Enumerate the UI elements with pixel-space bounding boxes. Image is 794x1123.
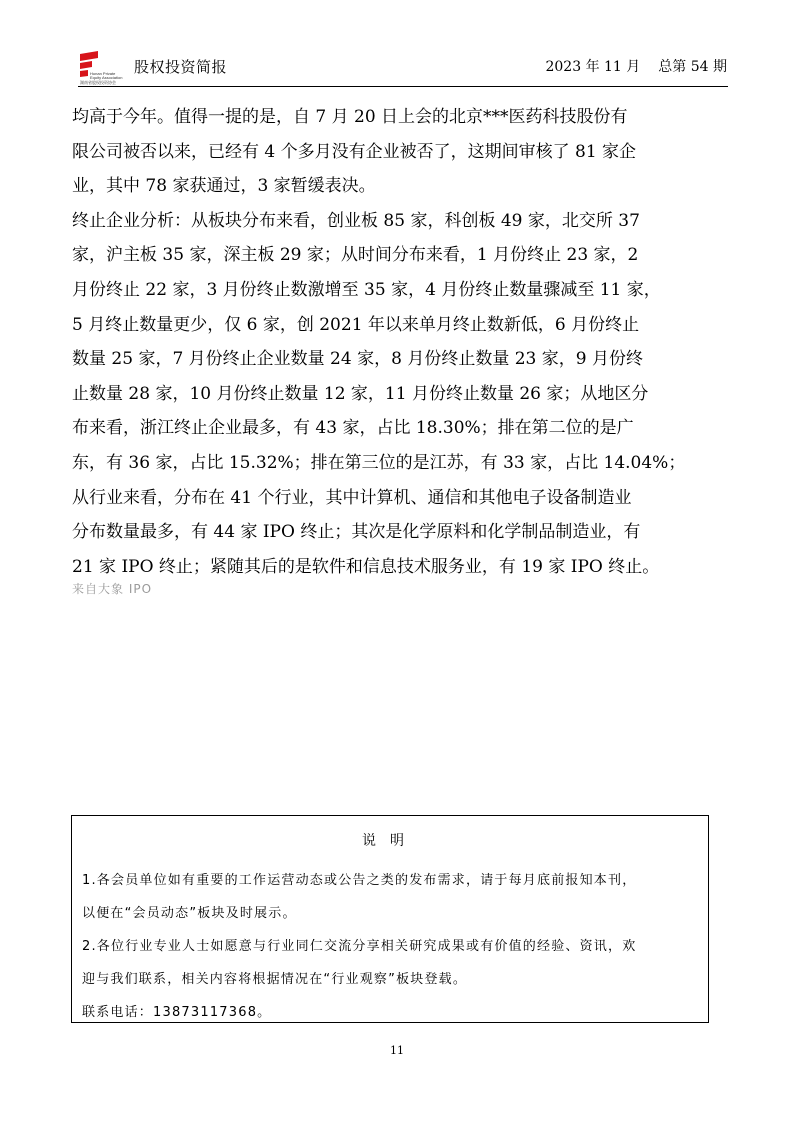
issue-date: 2023 年 11 月	[545, 59, 641, 75]
notice-item-2: 2.各位行业专业人士如愿意与行业同仁交流分享相关研究成果或有价值的经验、资讯，欢 迎与我们联系，相关内容将根据情况在“行业观察”板块登载。	[82, 939, 637, 987]
notice-contact: 联系电话：13873117368。	[82, 1005, 272, 1020]
notice-title: 说明	[362, 833, 418, 849]
logo-text-2: Equity Association	[90, 75, 123, 80]
logo-red-block-2	[80, 61, 92, 69]
page-header	[78, 48, 727, 86]
logo-text-3: 湖南省股权投资协会	[80, 80, 116, 85]
source-note: 来自大象 IPO	[72, 582, 153, 596]
paragraph-2: 终止企业分析：从板块分布来看，创业板 85 家，科创板 49 家，北交所 37 家，沪主板 35 家，深主板 29 家；从时间分布来看，1 月份终止 23 家，2 月份终止 22 家，3 月份终止数激增至 35 家，4 月份终止数量骤减至 11 家， 5 月终止数量更少，仅 6 家，创 2021 年以来单月终止数新低，6 月份终止 数量 25 家，7 月份终止企业数量 24 家，8 月份终止数量 23 家，9 月份终 止数量 28 家，10 月份终止数量 12 家，11 月份终止数量 26 家；从地区分 布来看，浙江终止企业最多，有 43 家，占比 18.30%；排在第二位的是广 东，有 36 家，占比 15.32%；排在第三位的是江苏，有 33 家，占比 14.04%； 从行业来看，分布在 41 个行业，其中计算机、通信和其他电子设备制造业 分布数量最多，有 44 家 IPO 终止；其次是化学原料和化学制品制造业，有 21 家 IPO 终止；紧随其后的是软件和信息技术服务业，有 19 家 IPO 终止。	[72, 210, 686, 577]
issue-number: 总第 54 期	[658, 59, 727, 75]
association-logo	[78, 50, 130, 86]
page-number: 11	[390, 1044, 404, 1057]
header-divider	[78, 86, 728, 87]
logo-red-block-1	[80, 51, 98, 61]
article-body	[72, 100, 722, 584]
publication-title: 股权投资简报	[134, 58, 228, 76]
notice-content	[82, 864, 698, 1029]
notice-item-1: 1.各会员单位如有重要的工作运营动态或公告之类的发布需求，请于每月底前报知本刊， 以便在“会员动态”板块及时展示。	[82, 873, 637, 921]
logo-red-block-3	[80, 70, 88, 77]
logo-text-1: Hunan Private	[90, 71, 116, 76]
paragraph-1: 均高于今年。值得一提的是，自 7 月 20 日上会的北京***医药科技股份有 限公司被否以来，已经有 4 个多月没有企业被否了，这期间审核了 81 家企 业，其中 78 家获通过，3 家暂缓表决。	[72, 107, 637, 197]
notice-box	[71, 815, 709, 1023]
issue-info	[545, 58, 727, 76]
